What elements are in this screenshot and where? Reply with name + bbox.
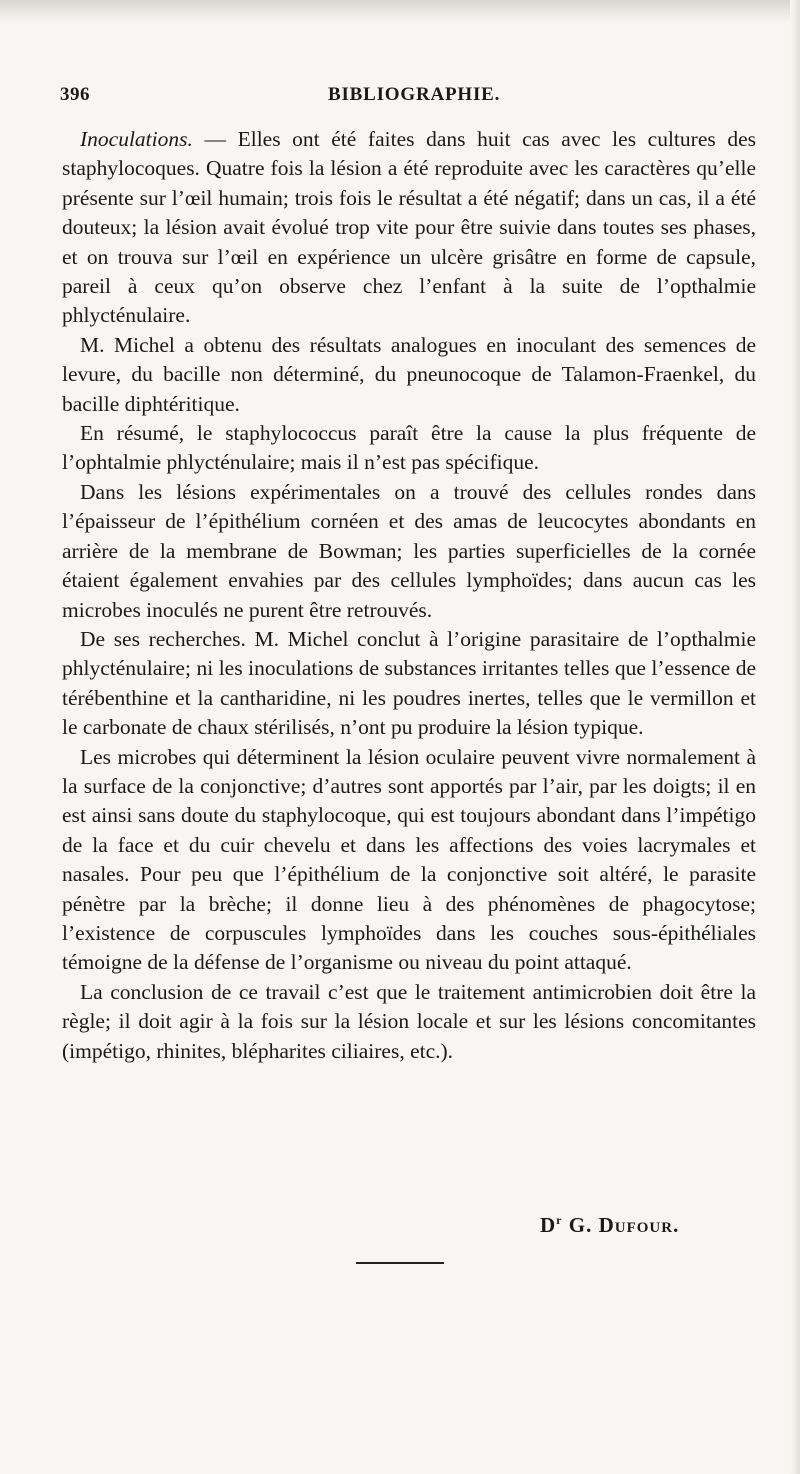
closing-rule: [356, 1262, 444, 1264]
page-header: [60, 84, 760, 114]
paragraph-lead-in: Inoculations.: [80, 127, 193, 151]
paragraph: Les microbes qui déterminent la lésion oculaire peuvent vivre normalement à la surface de la conjonctive; d’autres sont apportés par l’air, par les doigts; il en est ainsi sans doute du staphylocoque, qui est toujours abondant dans l’impétigo de la face et du cuir chevelu et dans les affections des voies lacrymales et nasales. Pour peu que l’épithélium de la conjonctive soit altéré, le parasite pénètre par la brèche; il donne lieu à des phénomènes de phagocytose; l’existence de corpuscules lymphoïdes dans les couches sous-épithéliales témoigne de la défense de l’organisme ou niveau du point attaqué.: [62, 744, 756, 975]
paragraph-text: — Elles ont été faites dans huit cas avec les cultures des staphylocoques. Quatre fois la lésion a été reproduite avec les caractères qu’elle présente sur l’œil humain; trois fois le résultat a été négatif; dans un cas, il a été douteux; la lésion avait évolué trop vite pour être suivie dans toutes ses phases, et on trouva sur l’œil en expérience un ulcère grisâtre en forme de capsule, pareil à ceux qu’on observe chez l’enfant à la suite de l’opthalmie phlycténulaire.: [62, 127, 756, 328]
paragraph: Dans les lésions expérimentales on a trouvé des cellules rondes dans l’épaisseur de l’épithélium cornéen et des amas de leucocytes abondants en arrière de la membrane de Bowman; les parties superficielles de la cornée étaient également envahies par des cellules lymphoïdes; dans aucun cas les microbes inoculés ne purent être retrouvés.: [62, 479, 756, 622]
signature-surname: Dufour.: [598, 1213, 680, 1237]
running-head: BIBLIOGRAPHIE.: [328, 84, 501, 105]
signature-title-superscript: r: [556, 1213, 563, 1227]
page-number: 396: [60, 84, 90, 105]
page-top-shadow: [0, 0, 800, 22]
signature-initial: G.: [568, 1213, 593, 1237]
paragraph: M. Michel a obtenu des résultats analogues en inoculant des semences de levure, du bacille non déterminé, du pneunocoque de Talamon-Fraenkel, du bacille diphtéritique.: [62, 332, 756, 416]
paragraph: De ses recherches. M. Michel conclut à l’origine parasitaire de l’opthalmie phlycténulaire; ni les inoculations de substances irritantes telles que l’essence de térébenthine et la cantharidine, ni les poudres inertes, telles que le vermillon et le carbonate de chaux stérilisés, n’ont pu produire la lésion typique.: [62, 626, 756, 740]
paragraph-inoculations: [62, 125, 756, 331]
author-signature: [540, 1213, 679, 1238]
page-right-shadow: [790, 0, 800, 1474]
body-text: [62, 125, 756, 1066]
paragraph: En résumé, le staphylococcus paraît être la cause la plus fréquente de l’ophtalmie phlycténulaire; mais il n’est pas spécifique.: [62, 421, 756, 475]
signature-title: D: [540, 1213, 557, 1237]
paragraph: La conclusion de ce travail c’est que le traitement antimicrobien doit être la règle; il doit agir à la fois sur la lésion locale et sur les lésions concomitantes (impétigo, rhinites, blépharites ciliaires, etc.).: [62, 979, 756, 1063]
